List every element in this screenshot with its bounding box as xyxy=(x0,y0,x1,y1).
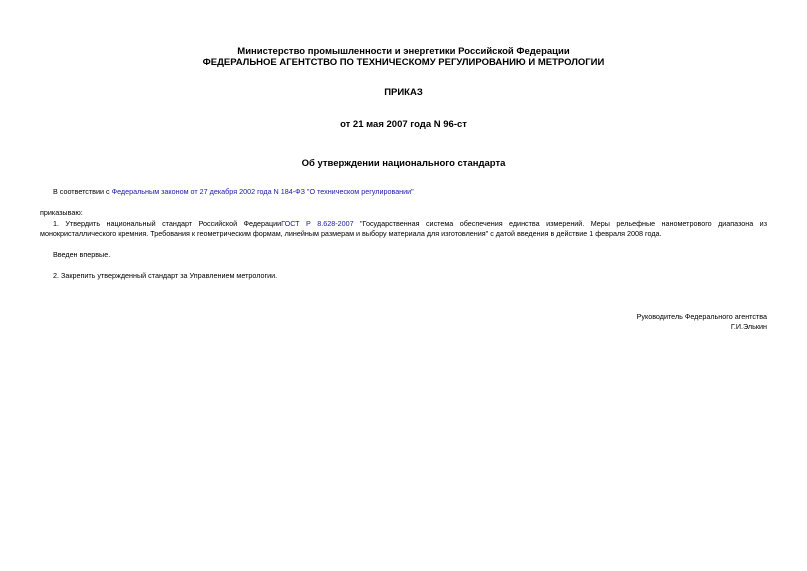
item-2-paragraph: 2. Закрепить утвержденный стандарт за Управлением метрологии. xyxy=(53,271,278,280)
preamble-paragraph xyxy=(53,187,414,198)
signature-position: Руководитель Федерального агентства xyxy=(636,312,767,321)
item-1-line-1 xyxy=(53,219,767,230)
gost-standard-link[interactable]: ГОСТ Р 8.628-2007 xyxy=(281,219,354,228)
document-type: ПРИКАЗ xyxy=(384,87,423,98)
item-1-line-2: монокристаллического кремния. Требования к геометрическим формам, линейным размерам и выбору материала для изготовления" с датой введения в действие 1 февраля 2008 года. xyxy=(40,229,662,238)
agency-heading: ФЕДЕРАЛЬНОЕ АГЕНТСТВО ПО ТЕХНИЧЕСКОМУ РЕГУЛИРОВАНИЮ И МЕТРОЛОГИИ xyxy=(202,57,605,68)
document-date-number: от 21 мая 2007 года N 96-ст xyxy=(340,119,467,130)
introduced-note: Введен впервые. xyxy=(53,250,111,259)
item-1-prefix: 1. Утвердить национальный стандарт Российской Федерации xyxy=(53,219,282,228)
signature-name: Г.И.Элькин xyxy=(730,322,767,331)
order-word: приказываю: xyxy=(40,208,83,217)
item-1-rest: "Государственная система обеспечения единства измерений. Меры рельефные нанометрового диапазона из xyxy=(353,219,767,228)
preamble-prefix: В соответствии с xyxy=(53,187,112,196)
federal-law-link[interactable]: Федеральным законом от 27 декабря 2002 года N 184-ФЗ "О техническом регулировании" xyxy=(111,187,414,196)
ministry-heading: Министерство промышленности и энергетики Российской Федерации xyxy=(237,46,570,57)
document-title: Об утверждении национального стандарта xyxy=(301,158,506,169)
